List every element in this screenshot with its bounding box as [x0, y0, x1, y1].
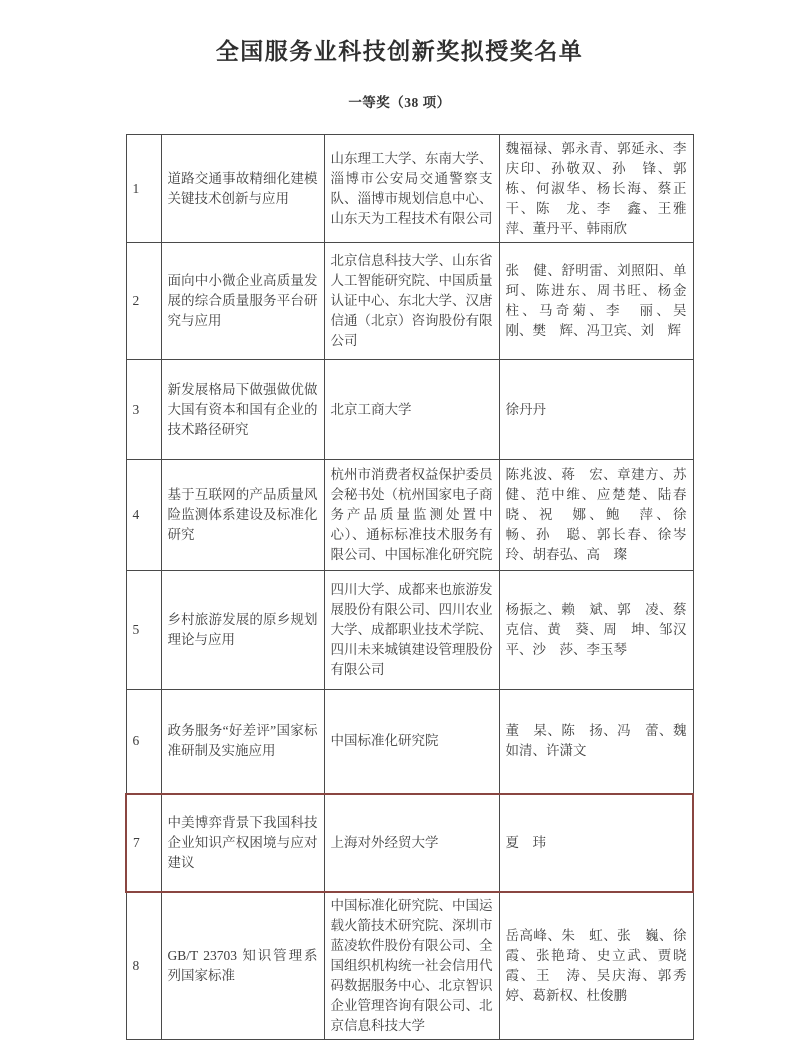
- organizations-cell: 山东理工大学、东南大学、淄博市公安局交通警察支队、淄博市规划信息中心、山东天为工程技术有限公司: [324, 135, 499, 243]
- organizations-cell: 中国标准化研究院、中国运载火箭技术研究院、深圳市蓝凌软件股份有限公司、全国组织机构统一社会信用代码数据服务中心、北京智识企业管理咨询有限公司、北京信息科技大学: [324, 892, 499, 1040]
- project-cell: 道路交通事故精细化建模关键技术创新与应用: [161, 135, 324, 243]
- project-cell: 新发展格局下做强做优做大国有资本和国有企业的技术路径研究: [161, 360, 324, 460]
- organizations-cell: 四川大学、成都来也旅游发展股份有限公司、四川农业大学、成都职业技术学院、四川未来城镇建设管理股份有限公司: [324, 571, 499, 690]
- row-number-cell: 8: [126, 892, 161, 1040]
- people-cell: 董 杲、陈 扬、冯 蕾、魏如清、许潇文: [499, 690, 693, 794]
- page-subtitle: 一等奖（38 项）: [348, 95, 451, 110]
- people-cell: 岳高峰、朱 虹、张 巍、徐 霞、张艳琦、史立武、贾晓霞、王 涛、吴庆海、郭秀婷、葛新权、杜俊鹏: [499, 892, 693, 1040]
- project-cell: GB/T 23703 知识管理系列国家标准: [161, 892, 324, 1040]
- project-cell: 乡村旅游发展的原乡规划理论与应用: [161, 571, 324, 690]
- row-number-cell: 4: [126, 460, 161, 571]
- organizations-cell: 上海对外经贸大学: [324, 794, 499, 892]
- project-cell: 基于互联网的产品质量风险监测体系建设及标准化研究: [161, 460, 324, 571]
- people-cell: 杨振之、赖 斌、郭 凌、蔡克信、黄 葵、周 坤、邹汉平、沙 莎、李玉琴: [499, 571, 693, 690]
- organizations-cell: 北京工商大学: [324, 360, 499, 460]
- table-row: [126, 360, 693, 460]
- people-cell: 徐丹丹: [499, 360, 693, 460]
- page-title: 全国服务业科技创新奖拟授奖名单: [215, 39, 584, 64]
- row-number-cell: 5: [126, 571, 161, 690]
- organizations-cell: 中国标准化研究院: [324, 690, 499, 794]
- table-row: [126, 571, 693, 690]
- table-row: [126, 690, 693, 794]
- table-row: [126, 243, 693, 360]
- table-row: [126, 892, 693, 1040]
- row-number-cell: 3: [126, 360, 161, 460]
- project-cell: 政务服务“好差评”国家标准研制及实施应用: [161, 690, 324, 794]
- people-cell: 夏 玮: [499, 794, 693, 892]
- row-number-cell: 1: [126, 135, 161, 243]
- table-row: [126, 135, 693, 243]
- row-number-cell: 2: [126, 243, 161, 360]
- table-row: [126, 460, 693, 571]
- awards-table: [125, 134, 700, 1040]
- people-cell: 陈兆波、蒋 宏、章建方、苏 健、范中维、应楚楚、陆春晓、祝 娜、鲍 萍、徐 畅、孙 聪、郭长春、徐岑玲、胡春弘、高 璨: [499, 460, 693, 571]
- project-cell: 面向中小微企业高质量发展的综合质量服务平台研究与应用: [161, 243, 324, 360]
- organizations-cell: 杭州市消费者权益保护委员会秘书处（杭州国家电子商务产品质量监测处置中心）、通标标准技术服务有限公司、中国标准化研究院: [324, 460, 499, 571]
- organizations-cell: 北京信息科技大学、山东省人工智能研究院、中国质量认证中心、东北大学、汉唐信通（北京）咨询股份有限公司: [324, 243, 499, 360]
- table-row-highlighted: [126, 794, 693, 892]
- row-number-cell: 7: [126, 794, 161, 892]
- project-cell: 中美博弈背景下我国科技企业知识产权困境与应对建议: [161, 794, 324, 892]
- people-cell: 张 健、舒明雷、刘照阳、单 珂、陈进东、周书旺、杨金柱、马奇菊、李 丽、吴 刚、樊 辉、冯卫宾、刘 辉: [499, 243, 693, 360]
- row-number-cell: 6: [126, 690, 161, 794]
- people-cell: 魏福禄、郭永青、郭延永、李庆印、孙敬双、孙 锋、郭 栋、何淑华、杨长海、蔡正干、陈 龙、李 鑫、王雅萍、董丹平、韩雨欣: [499, 135, 693, 243]
